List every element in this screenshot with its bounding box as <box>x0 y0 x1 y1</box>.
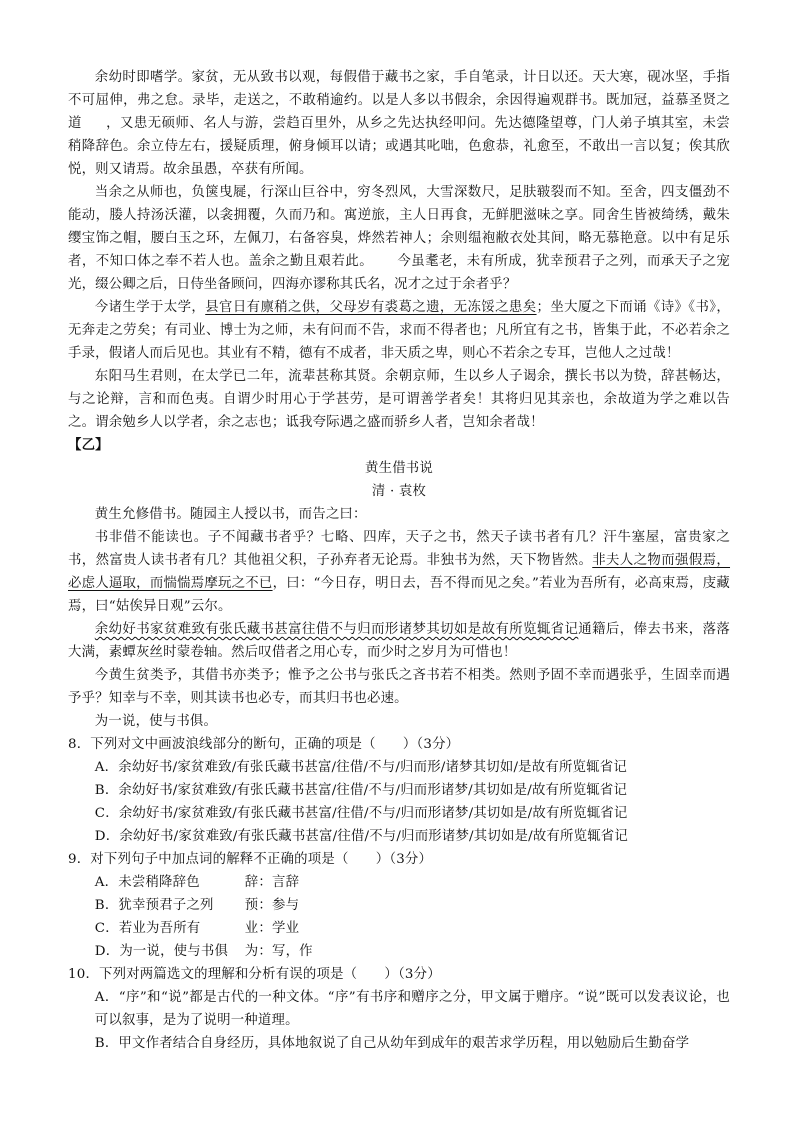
yi-paragraph-2 <box>68 526 730 618</box>
question-9-option-b[interactable] <box>68 894 730 917</box>
question-9-option-a[interactable] <box>68 871 730 894</box>
text-span: 余幼时即嗜学。家贫，无从致书以观，每假借于藏书之家，手自笔录，计日以还。天大寒，砚冰坚，手指不可屈伸，弗之怠。录毕，走送之，不敢稍逾约。以是人多以书假余，余因得遍观群书。既加冠，益慕圣贤之道 <box>68 70 730 131</box>
text-span: 今诸生学于太学， <box>94 300 206 315</box>
question-10-option-a[interactable]: A．“序”和“说”都是古代的一种文体。“序”有书序和赠序之分，甲文属于赠序。“说”既可以发表议论，也可以叙事，是为了说明一种道理。 <box>94 990 730 1028</box>
text-span: 书非借不能读也。子不闻藏书者乎？七略、四库，天子之书，然天子读书者有几？汗牛塞屋，富贵家之书，然富贵人读书者有几？其他祖父积，子孙弃者无论焉。非独书为然，天下物皆然。 <box>68 530 730 568</box>
option-sentence: C．若业为吾所有 <box>94 921 201 936</box>
question-8-option-a[interactable]: A．余幼好书/家贫难致/有张氏藏书甚富/往借/不与/归而形/诸梦其切如/是故有所览辄省记 <box>94 760 627 775</box>
option-explanation: 业：学业 <box>244 921 300 936</box>
option-explanation: 辞：言辞 <box>244 875 300 890</box>
yi-paragraph-4: 今黄生贫类予，其借书亦类予；惟予之公书与张氏之吝书若不相类。然则予固不幸而遇张乎，生固幸而遇予乎？知幸与不幸，则其读书也必专，而其归书也必速。 <box>68 668 730 706</box>
option-sentence: A．未尝稍降辞色 <box>94 875 200 890</box>
underlined-sentence: 非夫人之物而强假焉，必虑人逼取，而惴惴焉摩玩之不已 <box>68 553 731 591</box>
option-sentence: B．犹幸预君子之列 <box>94 898 214 913</box>
question-10-option-b[interactable]: B．甲文作者结合自身经历，具体地叙说了自己从幼年到成年的艰苦求学历程，用以勉励后生勤奋学 <box>94 1036 690 1051</box>
text-span: ；坐大厦之下而诵《诗》《书》，无奔走之劳矣；有司业、博士为之师，未有问而不告，求而不得者也；凡所宜有之书，皆集于此，不必若余之手录，假诸人而后见也。其业有不精，德有不成者，非天质之卑，则心不若余之专耳，岂他人之过哉！ <box>68 300 730 361</box>
wavy-underlined-passage: 余幼好书家贫难致有张氏藏书甚富往借不与归而形诸梦其切如是故有所览辄省记 <box>94 622 579 637</box>
question-8-option-b[interactable]: B．余幼好书/家贫难致/有张氏藏书甚富/往借/不与/归而形诸梦/其切如是/故有所览辄省记 <box>94 783 628 798</box>
jia-paragraph-4: 东阳马生君则，在太学已二年，流辈甚称其贤。余朝京师，生以乡人子谒余，撰长书以为贽，辞甚畅达，与之论辩，言和而色夷。自谓少时用心于学甚劳，是可谓善学者矣！其将归见其亲也，余故道为学之难以告之。谓余勉乡人以学者，余之志也；诋我夸际遇之盛而骄乡人者，岂知余者哉！ <box>68 369 730 430</box>
jia-paragraph-3 <box>68 296 730 365</box>
exam-content <box>68 66 730 1055</box>
question-9-option-d[interactable] <box>68 940 730 963</box>
question-9-option-c[interactable] <box>68 917 730 940</box>
question-10-stem: 10．下列对两篇选文的理解和分析有误的项是（ ）（3分） <box>68 967 441 982</box>
text-span: 当余之从师也，负箧曳屣，行深山巨谷中，穷冬烈风，大雪深数尺，足肤皲裂而不知。至舍，四支僵劲不能动，媵人持汤沃灌，以衾拥覆，久而乃和。寓逆旅，主人日再食，无鲜肥滋味之享。同舍生皆被绮绣，戴朱缨宝饰之帽，腰白玉之环，左佩刀，右备容臭，烨然若神人；余则缊袍敝衣处其间，略无慕艳意。以中有足乐者，不知口体之奉不若人也。盖余之勤且艰若此。 <box>68 185 730 269</box>
yi-paragraph-3 <box>68 618 730 664</box>
text-span: 通籍后，俸去书来，落落大满，素蟫灰丝时蒙卷轴。然后叹借者之用心专，而少时之岁月为可惜也！ <box>68 622 731 660</box>
yi-paragraph-5: 为一说，使与书俱。 <box>94 714 218 729</box>
jia-paragraph-2 <box>68 181 730 296</box>
question-8-stem: 8．下列对文中画波浪线部分的断句，正确的项是（ ）（3分） <box>68 737 460 752</box>
text-span: ，曰：“今日存，明日去，吾不得而见之矣。”若业为吾所有，必高束焉，庋藏焉，曰“姑俟异日观”云尔。 <box>68 576 731 614</box>
yi-title: 黄生借书说 <box>365 461 433 476</box>
yi-author: 清 · 袁枚 <box>371 484 427 499</box>
question-8-option-d[interactable]: D．余幼好书/家贫难致/有张氏藏书甚富/往借/不与/归而形诸梦/其切如是/故有所览辄省记 <box>94 829 628 844</box>
underlined-sentence: 县官日有廪稍之供，父母岁有裘葛之遗，无冻馁之患矣 <box>205 300 537 315</box>
jia-paragraph-1 <box>68 66 730 181</box>
option-explanation: 预：参与 <box>244 898 300 913</box>
section-yi-mark: 【乙】 <box>68 437 109 453</box>
question-9-stem: 9．对下列句子中加点词的解释不正确的项是（ ）（3分） <box>68 852 433 867</box>
text-span: ，又患无硕师、名人与游，尝趋百里外，从乡之先达执经叩问。先达德隆望尊，门人弟子填其室，未尝稍降辞色。余立侍左右，援疑质理，俯身倾耳以请；或遇其叱咄，色愈恭，礼愈至，不敢出一言以复；俟其欣悦，则又请焉。故余虽愚，卒获有所闻。 <box>68 116 730 177</box>
text-span: 今虽耄老，未有所成，犹幸预君子之列，而承天子之宠光，缀公卿之后，日侍坐备顾问，四海亦谬称其氏名，况才之过于余者乎？ <box>68 254 730 292</box>
option-sentence: D．为一说，使与书俱 <box>94 944 229 959</box>
option-explanation: 为：写，作 <box>244 944 313 959</box>
yi-paragraph-1: 黄生允修借书。随园主人授以书，而告之曰： <box>94 507 367 522</box>
question-8-option-c[interactable]: C．余幼好书/家贫难致/有张氏藏书甚富/往借/不与/归而形诸梦/其切如是/故有所览辄省记 <box>94 806 628 821</box>
